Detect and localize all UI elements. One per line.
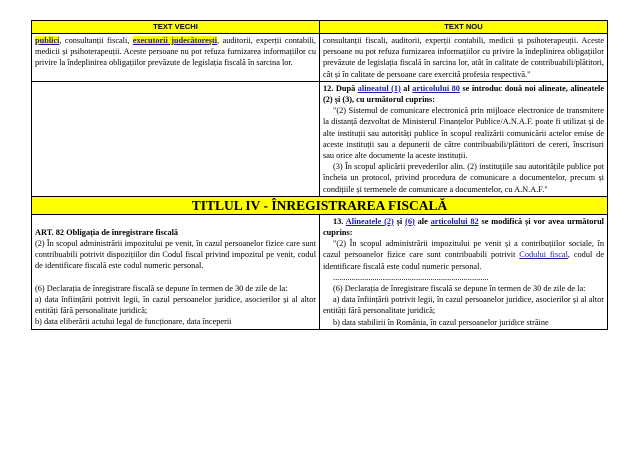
amend-number: 13. <box>333 216 346 226</box>
table-row <box>32 214 608 329</box>
text-span: și <box>393 216 406 226</box>
header-row <box>32 21 608 34</box>
table-row <box>32 81 608 196</box>
paragraph-2: (2) În scopul administrării impozitului pe venit, în cazul persoanelor fizice care sunt contribuabili potrivit dispozițiilor din Codul fiscal privind impozitul pe venit, codul de identificare fiscală este codul numeric personal. <box>35 239 316 271</box>
text-span: se introduc două noi alineate, alineatele (2) și (3), cu următorul cuprins: <box>323 83 605 105</box>
text-span: al <box>400 83 413 93</box>
new-text-cell <box>320 81 608 196</box>
new-text-cell <box>320 214 608 329</box>
publici-link[interactable]: publici <box>35 36 60 45</box>
paragraph-6: (6) Declarația de înregistrare fiscală se depune în termen de 30 de zile de la: <box>35 283 288 293</box>
dots-separator: ........................................................................... <box>333 272 489 282</box>
title-iv: TITLUL IV - ÎNREGISTRAREA FISCALĂ <box>32 196 608 214</box>
comparison-table <box>31 20 608 330</box>
text-span: ale <box>414 216 431 226</box>
alineatul-1-link[interactable]: alineatul (1) <box>357 83 401 93</box>
articolul-80-link[interactable]: articolului 80 <box>412 83 460 93</box>
item-b: b) data stabilirii în România, în cazul persoanelor juridice străine <box>333 317 549 327</box>
table-row <box>32 34 608 82</box>
text-span: , codul de identificare fiscală este codul numeric personal. <box>323 250 604 271</box>
paragraph-3: (3) În scopul aplicării prevederilor alin. (2) instituțiile sau autoritățile publice pot încheia un protocol, privind procedura de comunicare a documentelor, precum și condițiile și termenele de comunicare a documentelor, cu A.N.A.F." <box>323 162 604 194</box>
header-old-text: TEXT VECHI <box>32 21 320 34</box>
header-new-text: TEXT NOU <box>320 21 608 34</box>
alineat-6-link[interactable]: (6) <box>405 216 415 226</box>
codul-fiscal-link[interactable]: Codului fiscal <box>519 250 568 260</box>
empty-old-cell <box>32 81 320 196</box>
paragraph-2: "(2) Sistemul de comunicare electronică prin mijloace electronice de transmitere la distanță dezvoltat de Ministerul Finanțelor Publice/A.N.A.F. poate fi utilizat și de alte instituții sau autorități publice în scopul realizării comunicării actelor emise de aceste instituții sau a depunerii de către contribuabili/plătitori de cereri, înscrisuri sau orice alte documente la aceste instituții. <box>323 106 604 161</box>
text-span: , auditorii, experții contabili, medicii și psihoterapeuții. Aceste persoane nu pot refuza furnizarea informațiilor cu privire la îndeplinirea obligațiilor prevăzute de legislația fiscală în sarcina lor. <box>35 36 316 68</box>
title-row <box>32 196 608 214</box>
new-text-cell: consultanții fiscali, auditorii, experții contabili, medicii și psihoterapeuții. Aceste persoane nu pot refuza furnizarea informațiilor cu privire la îndeplinirea obligațiilor prevăzute de legislația fiscală în sarcina lor, atât în calitate de contribuabili/plătitori, cât și în calitate de persoane care exercită profesia respectivă." <box>320 34 608 82</box>
alineatele-2-link[interactable]: Alineatele (2) <box>345 216 394 226</box>
paragraph-6: (6) Declarația de înregistrare fiscală se depune în termen de 30 de zile de la: <box>333 284 586 294</box>
amend-number: 12. După <box>323 83 358 93</box>
text-span: , consultanții fiscali, <box>59 36 133 45</box>
article-heading: ART. 82 Obligația de înregistrare fiscală <box>35 227 179 237</box>
text-span: se modifică și vor avea următorul cuprins: <box>323 216 604 238</box>
item-a: a) data înființării potrivit legii, în cazul persoanelor juridice, asocierilor și al altor entități fără personalitate juridică; <box>323 295 604 316</box>
articolul-82-link[interactable]: articolului 82 <box>430 216 479 226</box>
executori-link[interactable]: executorii judecătorești <box>132 36 218 45</box>
old-text-cell <box>32 214 320 329</box>
item-b: b) data eliberării actului legal de funcționare, data începerii <box>35 317 232 327</box>
text-span: "(2) În scopul administrării impozitului pe venit și a contribuțiilor sociale, în cazul persoanelor fizice care sunt contribuabili potrivit <box>323 239 604 260</box>
item-a: a) data înființării potrivit legii, în cazul persoanelor juridice, asocierilor și al altor entități fără personalitate juridică; <box>35 294 316 316</box>
old-text-cell <box>32 34 320 82</box>
